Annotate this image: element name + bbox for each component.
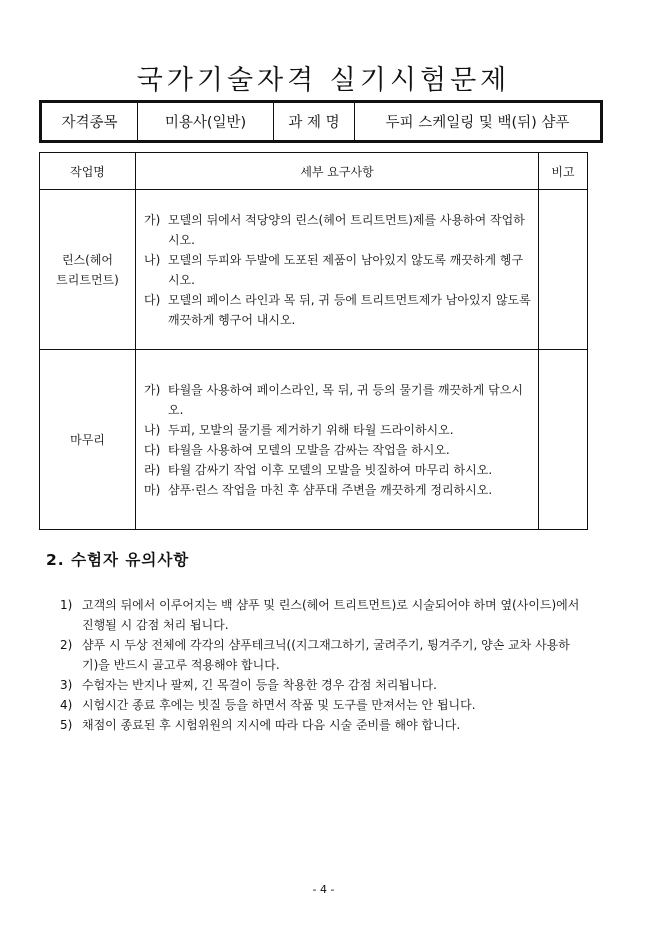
requirement-list (136, 374, 538, 506)
note-marker: 2) (60, 638, 73, 652)
note-text: 고객의 뒤에서 이루어지는 백 샴푸 및 린스(헤어 트리트먼트)로 시술되어야 하며 옆(사이드)에서 진행될 시 감점 처리 됩니다. (82, 598, 580, 632)
item-text: 타월 감싸기 작업 이후 모델의 모발을 빗질하여 마무리 하시오. (168, 462, 493, 477)
item-marker: 나) (144, 252, 161, 267)
col-details-header: 세부 요구사항 (136, 153, 539, 190)
item-marker: 다) (144, 292, 161, 307)
col-task-header: 작업명 (40, 153, 136, 190)
task-name-cell: 마무리 (40, 350, 136, 530)
item-marker: 라) (144, 462, 161, 477)
requirement-item (144, 480, 532, 500)
requirements-table (39, 152, 588, 530)
task-label: 과 제 명 (274, 103, 355, 141)
item-text: 두피, 모발의 물기를 제거하기 위해 타월 드라이하시오. (168, 422, 454, 437)
details-cell (136, 190, 539, 350)
item-text: 타월을 사용하여 페이스라인, 목 뒤, 귀 등의 물기를 깨끗하게 닦으시오. (168, 382, 523, 417)
category-label: 자격종목 (42, 103, 138, 141)
list-item (60, 635, 580, 675)
item-marker: 가) (144, 382, 161, 397)
note-marker: 5) (60, 718, 73, 732)
note-text: 샴푸 시 두상 전체에 각각의 샴푸테크닉((지그재그하기, 굴려주기, 튕겨주기, 양손 교차 사용하기)을 반드시 골고루 적용해야 합니다. (82, 638, 570, 672)
item-marker: 다) (144, 442, 161, 457)
requirement-item (144, 210, 532, 250)
item-marker: 가) (144, 212, 161, 227)
list-item (60, 695, 580, 715)
note-text: 채점이 종료된 후 시험위원의 지시에 따라 다음 시술 준비를 해야 합니다. (82, 718, 461, 732)
details-cell (136, 350, 539, 530)
note-marker: 4) (60, 698, 73, 712)
item-text: 모델의 페이스 라인과 목 뒤, 귀 등에 트리트먼트제가 남아있지 않도록 깨끗하게 헹구어 내시오. (168, 292, 531, 327)
requirement-item (144, 290, 532, 330)
item-text: 타월을 사용하여 모델의 모발을 감싸는 작업을 하시오. (168, 442, 450, 457)
list-item (60, 675, 580, 695)
col-note-header: 비고 (539, 153, 588, 190)
requirement-item (144, 380, 532, 420)
item-text: 샴푸·린스 작업을 마친 후 샴푸대 주변을 깨끗하게 정리하시오. (168, 482, 493, 497)
list-item (60, 595, 580, 635)
table-row (40, 350, 588, 530)
note-marker: 1) (60, 598, 73, 612)
task-name-cell: 린스(헤어 트리트먼트) (40, 190, 136, 350)
note-text: 수험자는 반지나 팔찌, 긴 목걸이 등을 착용한 경우 감점 처리됩니다. (82, 678, 437, 692)
note-cell (539, 350, 588, 530)
requirement-item (144, 460, 532, 480)
item-text: 모델의 뒤에서 적당양의 린스(헤어 트리트먼트)제를 사용하여 작업하시오. (168, 212, 525, 247)
requirement-list (136, 204, 538, 336)
item-marker: 나) (144, 422, 161, 437)
note-text: 시험시간 종료 후에는 빗질 등을 하면서 작품 및 도구를 만져서는 안 됩니다. (82, 698, 476, 712)
page-number: - 4 - (312, 883, 335, 896)
note-marker: 3) (60, 678, 73, 692)
item-text: 모델의 두피와 두발에 도포된 제품이 남아있지 않도록 깨끗하게 헹구시오. (168, 252, 524, 287)
exam-header-table (41, 102, 601, 141)
list-item (60, 715, 580, 735)
table-row (40, 190, 588, 350)
note-cell (539, 190, 588, 350)
requirement-item (144, 420, 532, 440)
page-title: 국가기술자격 실기시험문제 (136, 65, 511, 96)
requirement-item (144, 250, 532, 290)
category-value: 미용사(일반) (138, 103, 274, 141)
item-marker: 마) (144, 482, 161, 497)
section-2-heading: 2. 수험자 유의사항 (46, 551, 190, 569)
requirement-item (144, 440, 532, 460)
task-value: 두피 스케일링 및 백(뒤) 샴푸 (355, 103, 601, 141)
candidate-notes-list (60, 595, 580, 735)
